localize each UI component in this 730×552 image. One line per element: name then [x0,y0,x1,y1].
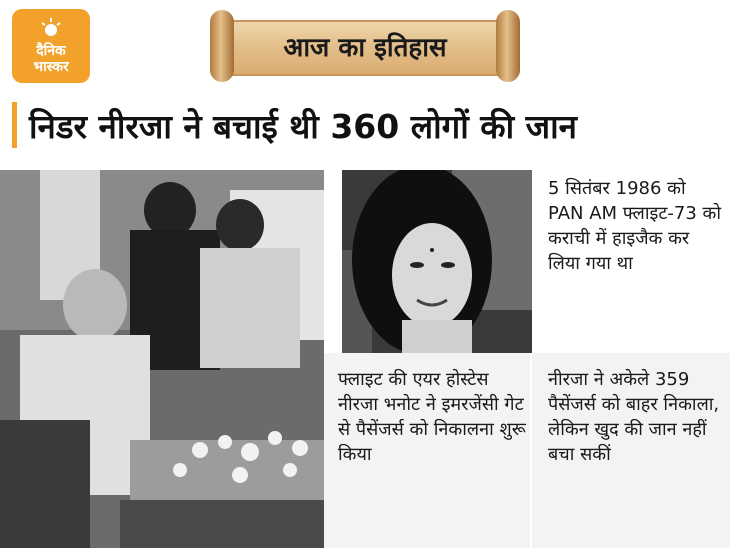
logo-text [12,43,90,75]
neerja-portrait [342,170,532,353]
scroll-roll-right [496,10,520,82]
logo-line-2: भास्कर [33,59,69,75]
caption-passengers-saved: नीरजा ने अकेले 359 पैसेंजर्स को बाहर निकाला, लेकिन खुद की जान नहीं बचा सकीं [548,369,720,465]
funeral-photo [0,170,324,548]
headline-accent-bar [12,102,17,148]
caption-hijack-date: 5 सितंबर 1986 को PAN AM फ्लाइट-73 को कराची में हाइजैक कर लिया गया था [548,178,722,274]
dainik-bhaskar-logo [12,9,90,83]
scroll-roll-left [210,10,234,82]
headline-text: निडर नीरजा ने बचाई थी 360 लोगों की जान [29,106,577,146]
headline [12,95,722,155]
caption-air-hostess: फ्लाइट की एयर होस्टेस नीरजा भनोट ने इमरजेंसी गेट से पैसेंजर्स को निकालना शुरू किया [338,369,526,465]
banner-title: आज का इतिहास [283,33,447,63]
panel-divider [530,353,532,548]
history-banner [210,10,520,82]
funeral-photo-art [0,170,324,548]
neerja-portrait-art [342,170,532,353]
sun-icon [40,17,62,39]
logo-line-1: दैनिक [36,43,66,59]
